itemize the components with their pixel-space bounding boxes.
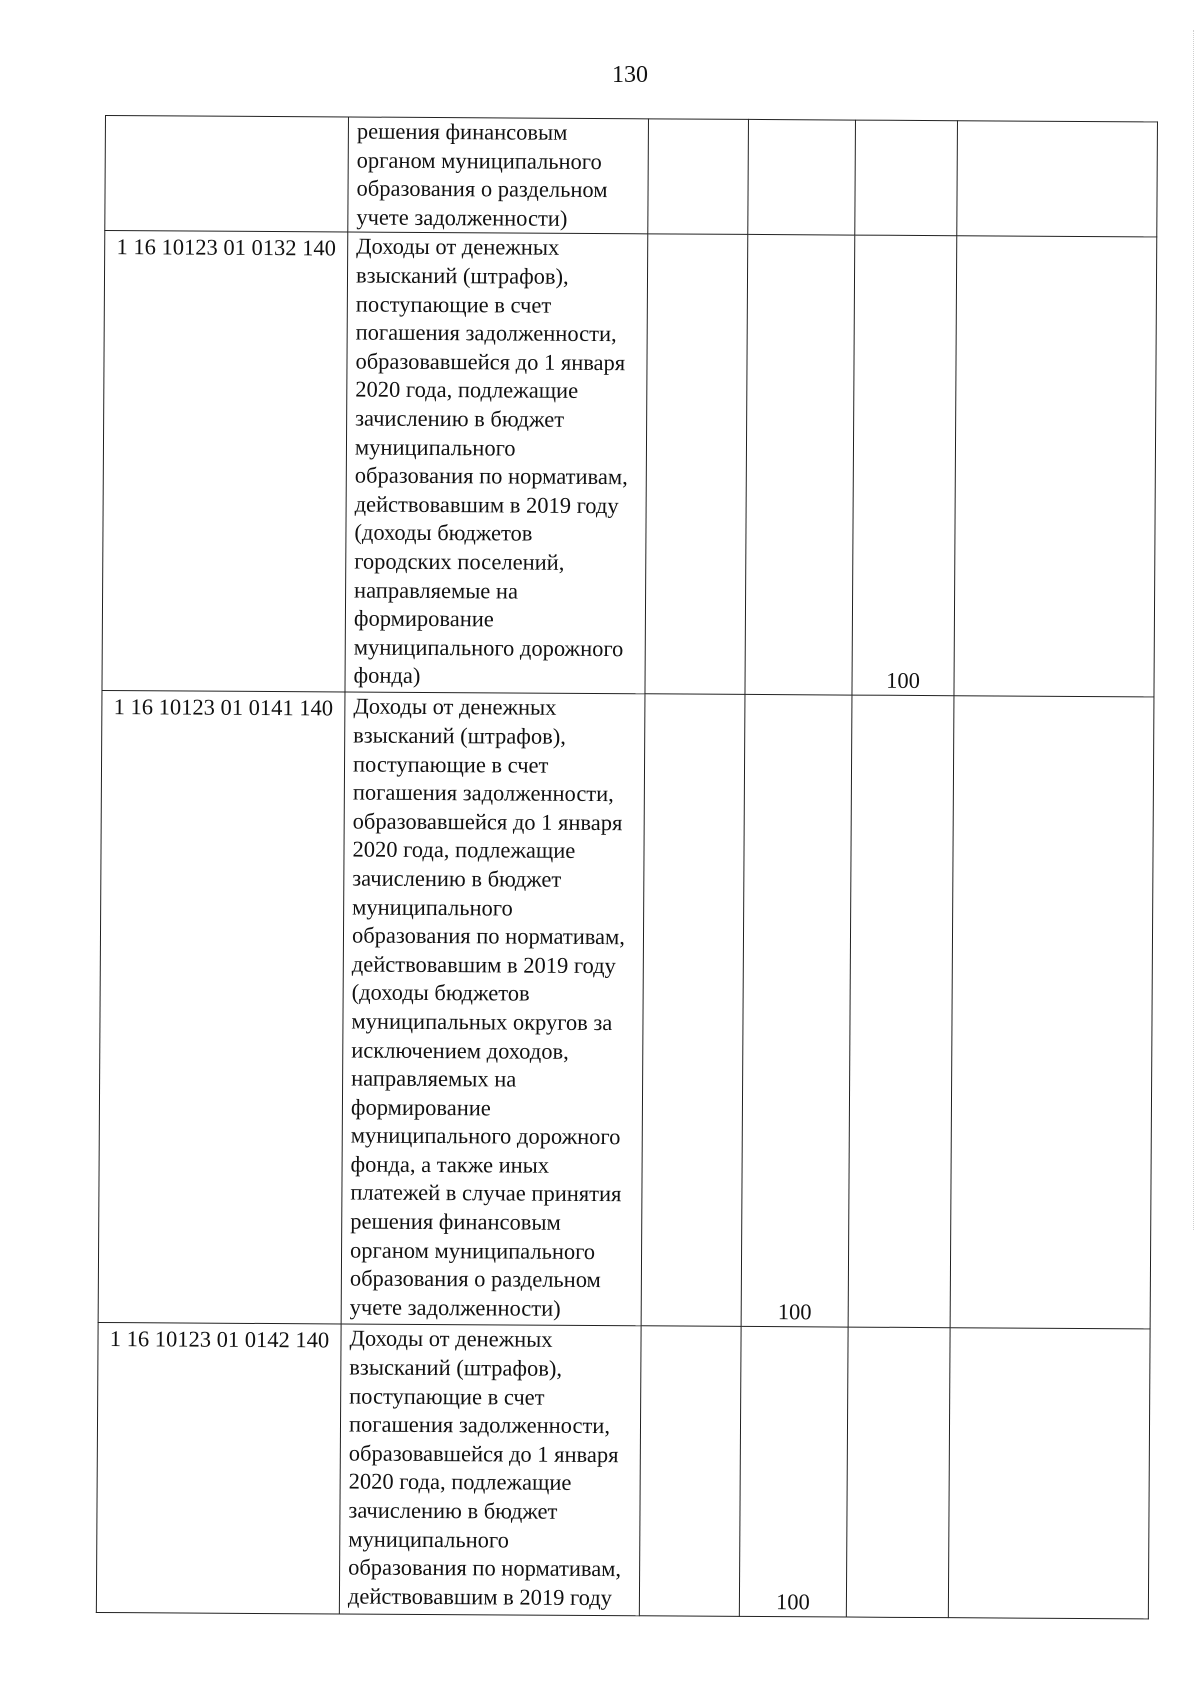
- description-line: формирование: [353, 605, 494, 632]
- description-line: поступающие в счет: [352, 751, 549, 778]
- table-row: [105, 116, 1158, 238]
- description-line: фонда, а также иных: [350, 1151, 550, 1178]
- description-line: зачислению в бюджет: [352, 865, 562, 892]
- description-line: действовавшим в 2019 году: [354, 491, 619, 518]
- description-line: действовавшим в 2019 году: [347, 1583, 613, 1610]
- description-line: 2020 года, подлежащие: [355, 376, 579, 404]
- revenue-description-cell: [339, 1324, 641, 1616]
- value-cell: [641, 694, 745, 1327]
- description-line: поступающие в счет: [355, 291, 552, 318]
- page-number: 130: [612, 62, 648, 88]
- table-row: [98, 691, 1154, 1329]
- description-line: образования по нормативам,: [348, 1554, 622, 1582]
- revenue-code-cell: 1 16 10123 01 0142 140: [96, 1323, 341, 1614]
- description-line: городских поселений,: [354, 548, 565, 575]
- value-cell: [950, 696, 1154, 1329]
- description-line: поступающие в счет: [349, 1383, 545, 1410]
- description-line: образовавшейся до 1 января: [355, 348, 626, 375]
- description-line: муниципального: [348, 1526, 509, 1553]
- value-cell: [957, 121, 1158, 238]
- table-row: [102, 231, 1157, 697]
- description-line: образования по нормативам,: [354, 462, 628, 490]
- description-line: муниципального дорожного: [350, 1122, 621, 1150]
- value-cell: [848, 695, 954, 1328]
- value-cell: [748, 119, 856, 235]
- description-line: органом муниципального: [349, 1237, 596, 1264]
- description-line: учете задолженности): [349, 1294, 561, 1321]
- description-line: взысканий (штрафов),: [353, 722, 566, 749]
- budget-revenue-table: [96, 115, 1158, 1620]
- description-line: погашения задолженности,: [352, 779, 614, 807]
- value-cell: [645, 234, 748, 695]
- description-line: формирование: [350, 1094, 491, 1121]
- description-line: действовавшим в 2019 году: [351, 951, 616, 978]
- description-line: направляемые на: [354, 577, 519, 604]
- description-line: (доходы бюджетов: [354, 519, 533, 546]
- description-line: взысканий (штрафов),: [349, 1354, 563, 1381]
- description-line: образовавшейся до 1 января: [348, 1440, 619, 1467]
- description-line: муниципальных округов за: [351, 1008, 613, 1036]
- description-line: исключением доходов,: [351, 1037, 569, 1064]
- description-line: зачислению в бюджет: [348, 1497, 558, 1524]
- description-line: 2020 года, подлежащие: [352, 836, 576, 864]
- description-line: 2020 года, подлежащие: [348, 1468, 572, 1496]
- value-cell: [648, 119, 749, 235]
- revenue-code-cell: 1 16 10123 01 0141 140: [98, 691, 345, 1324]
- description-line: муниципального: [354, 434, 516, 461]
- description-line: муниципального: [352, 894, 513, 921]
- description-line: образовавшейся до 1 января: [352, 808, 623, 835]
- value-cell: [639, 1326, 741, 1617]
- revenue-code-cell: [105, 116, 349, 233]
- description-line: органом муниципального: [356, 147, 602, 174]
- value-cell: [954, 236, 1157, 697]
- value-cell: 100: [852, 235, 957, 696]
- description-line: образования о раздельном: [356, 175, 608, 203]
- description-line: решения финансовым: [350, 1208, 561, 1235]
- description-line: решения финансовым: [356, 118, 568, 145]
- description-line: взысканий (штрафов),: [355, 262, 569, 289]
- description-line: муниципального дорожного: [353, 634, 624, 661]
- revenue-code-cell: 1 16 10123 01 0132 140: [102, 231, 348, 692]
- description-line: Доходы от денежных: [353, 693, 557, 721]
- description-line: Доходы от денежных: [356, 233, 560, 261]
- description-line: образования по нормативам,: [351, 922, 626, 950]
- revenue-description-cell: [341, 692, 645, 1326]
- description-line: зачислению в бюджет: [355, 405, 565, 432]
- description-line: погашения задолженности,: [348, 1411, 611, 1439]
- description-line: платежей в случае принятия: [350, 1179, 622, 1207]
- value-cell: [855, 120, 958, 236]
- revenue-description-cell: [345, 232, 648, 694]
- revenue-description-cell: [348, 117, 649, 234]
- scan-edge-artifact: [1193, 30, 1200, 1230]
- description-line: фонда): [353, 662, 421, 689]
- description-line: погашения задолженности,: [355, 319, 617, 347]
- value-cell: 100: [741, 695, 852, 1328]
- description-line: учете задолженности): [356, 204, 568, 231]
- value-cell: 100: [739, 1327, 848, 1618]
- description-line: Доходы от денежных: [349, 1325, 553, 1353]
- description-line: направляемых на: [351, 1065, 517, 1092]
- description-line: образования о раздельном: [349, 1265, 601, 1293]
- value-cell: [846, 1327, 950, 1618]
- description-line: (доходы бюджетов: [351, 979, 530, 1006]
- value-cell: [948, 1328, 1150, 1619]
- table-row: [96, 1323, 1150, 1619]
- value-cell: [745, 235, 855, 696]
